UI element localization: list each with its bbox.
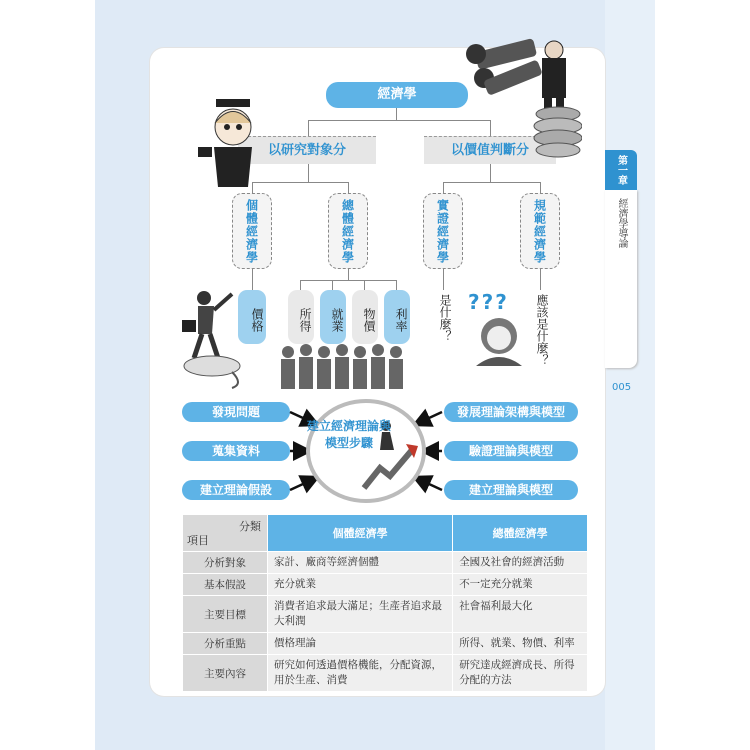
connector [308, 164, 309, 182]
positive-question: 是什麼？ [438, 294, 452, 342]
connector [396, 280, 397, 290]
table-row [183, 574, 588, 596]
macro-item: 利率 [384, 290, 410, 344]
connector [490, 164, 491, 182]
macro-item: 就業 [320, 290, 346, 344]
macro-economics-node: 總體經濟學 [328, 193, 368, 269]
table-corner-cell [183, 515, 268, 552]
process-step: 發展理論架構與模型 [444, 402, 578, 422]
macro-cell: 全國及社會的經濟活動 [453, 552, 588, 574]
running-man-illustration [168, 288, 246, 392]
chapter-tab[interactable]: 第一章 [605, 150, 637, 190]
root-node: 經濟學 [326, 82, 468, 108]
background-band [605, 0, 655, 750]
page-number: 005 [612, 382, 632, 393]
micro-cell: 消費者追求最大滿足；生產者追求最大利潤 [268, 596, 453, 633]
branch-by-value: 以價值判斷分 [424, 136, 556, 164]
businessman-telescope-illustration [462, 30, 582, 158]
column-header-micro: 個體經濟學 [268, 515, 453, 552]
micro-item-price: 價格 [238, 290, 266, 344]
connector [540, 268, 541, 290]
connector [308, 120, 309, 136]
micro-cell: 充分就業 [268, 574, 453, 596]
connector [364, 280, 365, 290]
question-marks: ??? [468, 290, 509, 314]
connector [300, 280, 396, 281]
row-label: 分析重點 [183, 633, 268, 655]
connector [443, 182, 540, 183]
table-row [183, 552, 588, 574]
connector [252, 268, 253, 290]
macro-item: 所得 [288, 290, 314, 344]
connector [443, 268, 444, 290]
corner-bottom-label: 項目 [187, 534, 209, 547]
row-label: 分析對象 [183, 552, 268, 574]
micro-cell: 家計、廠商等經濟個體 [268, 552, 453, 574]
row-label: 主要內容 [183, 655, 268, 692]
macro-cell: 研究達成經濟成長、所得分配的方法 [453, 655, 588, 692]
chapter-title: 經濟學導論 [616, 198, 627, 248]
positive-economics-node: 實證經濟學 [423, 193, 463, 269]
process-center-label: 建立經濟理論與模型步驟 [306, 419, 391, 450]
table-row [183, 596, 588, 633]
connector [332, 280, 333, 290]
process-step: 蒐集資料 [182, 441, 290, 461]
connector [396, 106, 397, 120]
process-step: 發現問題 [182, 402, 290, 422]
branch-by-object: 以研究對象分 [238, 136, 376, 164]
table-row [183, 633, 588, 655]
connector [300, 280, 301, 290]
macro-cell: 社會福利最大化 [453, 596, 588, 633]
connector [348, 268, 349, 280]
confused-person-illustration [470, 312, 528, 372]
process-step: 建立理論與模型 [444, 480, 578, 500]
row-label: 主要目標 [183, 596, 268, 633]
process-step: 建立理論假設 [182, 480, 290, 500]
corner-top-label: 分類 [239, 520, 261, 533]
normative-economics-node: 規範經濟學 [520, 193, 560, 269]
connector [252, 182, 348, 183]
macro-cell: 不一定充分就業 [453, 574, 588, 596]
macro-cell: 所得、就業、物價、利率 [453, 633, 588, 655]
comparison-table [182, 514, 588, 692]
process-step: 驗證理論與模型 [444, 441, 578, 461]
column-header-macro: 總體經濟學 [453, 515, 588, 552]
micro-cell: 價格理論 [268, 633, 453, 655]
table-row [183, 655, 588, 692]
micro-economics-node: 個體經濟學 [232, 193, 272, 269]
normative-question: 應該是什麼？ [535, 294, 549, 366]
macro-item: 物價 [352, 290, 378, 344]
student-illustration [196, 95, 266, 195]
row-label: 基本假設 [183, 574, 268, 596]
crowd-illustration [278, 342, 414, 390]
micro-cell: 研究如何透過價格機能，分配資源，用於生產、消費 [268, 655, 453, 692]
